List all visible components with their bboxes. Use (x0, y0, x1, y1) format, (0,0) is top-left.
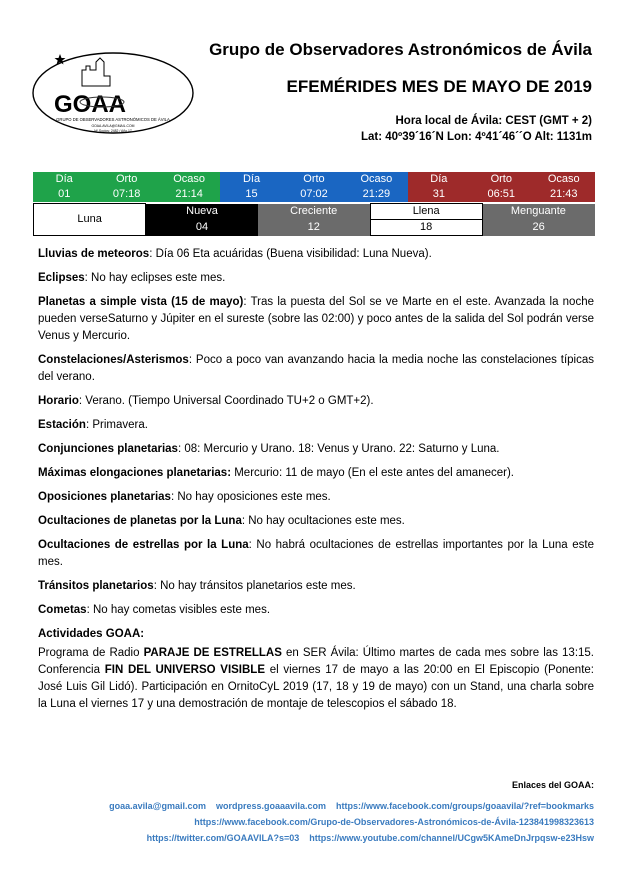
section-text: : No hay tránsitos planetarios este mes. (153, 580, 356, 592)
section-elongaciones (38, 465, 594, 482)
moon-phase-day: 26 (482, 220, 594, 236)
section-text: : Día 06 Eta acuáridas (Buena visibilidad: Luna Nueva). (149, 248, 432, 260)
value-cell: 01 (33, 187, 95, 202)
section-planetas (38, 294, 594, 345)
section-label: Horario (38, 395, 79, 407)
table-row (33, 187, 595, 202)
header-cell: Orto (283, 172, 345, 187)
section-label: Cometas (38, 604, 87, 616)
section-text: : No hay eclipses este mes. (84, 272, 226, 284)
table-row (33, 172, 595, 187)
section-label: Máximas elongaciones planetarias: (38, 467, 232, 479)
section-label: Ocultaciones de estrellas por la Luna (38, 539, 249, 551)
wordpress-link[interactable]: wordpress.goaaavila.com (215, 801, 327, 811)
logo-text: GOAA (54, 91, 126, 118)
section-label: Actividades GOAA: (38, 628, 145, 640)
moon-phase-name: Creciente (258, 204, 370, 220)
twitter-link[interactable]: https://twitter.com/GOAAVILA?s=03 (146, 833, 300, 843)
facebook-page-link[interactable]: https://www.facebook.com/Grupo-de-Observadores-Astronómicos-de-Ávila-123841998323613 (194, 817, 594, 827)
header-cell: Ocaso (158, 172, 220, 187)
section-text: Programa de Radio (38, 647, 144, 659)
local-time: Hora local de Ávila: CEST (GMT + 2) (395, 115, 592, 127)
sun-times-table (33, 172, 595, 202)
header-cell: Orto (95, 172, 157, 187)
ephemerides-body (38, 246, 594, 720)
section-cometas (38, 602, 594, 619)
section-estacion (38, 417, 594, 434)
section-conjunciones (38, 441, 594, 458)
header-cell: Ocaso (345, 172, 407, 187)
section-text: el viernes 17 de mayo a las 20:00 en El Episcopio (Ponente: José Luis Gil Lidó). Participación en OrnitoCyL 2019 (17, 18 y 19 de mayo) con un Stand, una charla sobre la Luna el viernes 17 y una demostración de montaje de telescopios el sábado 18. (38, 664, 594, 710)
facebook-group-link[interactable]: https://www.facebook.com/groups/goaavila/?ref=bookmarks (336, 801, 594, 811)
section-text: : Verano. (Tiempo Universal Coordinado TU+2 o GMT+2). (78, 395, 374, 407)
section-eclipses (38, 270, 594, 287)
header (209, 40, 592, 143)
value-cell: 06:51 (470, 187, 532, 202)
email-link[interactable]: goaa.avila@gmail.com (109, 801, 206, 811)
header-cell: Orto (470, 172, 532, 187)
moon-label: Luna (34, 204, 146, 236)
conference-name: FIN DEL UNIVERSO VISIBLE (104, 664, 266, 676)
section-label: Planetas a simple vista (15 de mayo) (38, 296, 244, 308)
section-constelaciones (38, 352, 594, 386)
section-label: Lluvias de meteoros (38, 248, 150, 260)
logo-socios: Nº Socios: 2482 / Año 17 (94, 129, 132, 133)
section-text: : Poco a poco van avanzando hacia la media noche las constelaciones típicas del verano. (38, 354, 594, 383)
links-title: Enlaces del GOAA: (511, 780, 594, 790)
header-cell: Día (33, 172, 95, 187)
value-cell: 21:29 (345, 187, 407, 202)
section-text: : No hay oposiciones este mes. (170, 491, 331, 503)
moon-phase-day: 12 (258, 220, 370, 236)
section-text: : No hay ocultaciones este mes. (241, 515, 405, 527)
header-cell: Día (408, 172, 470, 187)
moon-phase-name: Llena (370, 204, 482, 220)
value-cell: 21:14 (158, 187, 220, 202)
value-cell: 31 (408, 187, 470, 202)
doc-title: EFEMÉRIDES MES DE MAYO DE 2019 (286, 77, 592, 96)
coordinates: Lat: 40º39´16´N Lon: 4º41´46´´O Alt: 1131m (360, 131, 592, 143)
section-text: : 08: Mercurio y Urano. 18: Venus y Urano. 22: Saturno y Luna. (177, 443, 500, 455)
section-text: en SER Ávila: Último martes de cada mes sobre las 13:15. Conferencia (38, 647, 595, 676)
section-text: : No hay cometas visibles este mes. (86, 604, 271, 616)
radio-program-name: PARAJE DE ESTRELLAS (143, 647, 282, 659)
section-label: Constelaciones/Asterismos (38, 354, 189, 366)
section-transitos (38, 578, 594, 595)
section-label: Oposiciones planetarias (38, 491, 171, 503)
header-cell: Ocaso (533, 172, 596, 187)
moon-phase-name: Nueva (146, 204, 258, 220)
links-block (99, 798, 594, 846)
logo-email: GOAA.AVILA@GMAIL.COM (91, 124, 135, 128)
section-label: Conjunciones planetarias (38, 443, 178, 455)
section-ocultaciones-estrellas (38, 537, 594, 571)
moon-phase-day: 18 (370, 220, 482, 236)
moon-phases-table (33, 203, 595, 236)
section-text: : Primavera. (85, 419, 148, 431)
section-label: Ocultaciones de planetas por la Luna (38, 515, 242, 527)
header-cell: Día (220, 172, 282, 187)
youtube-link[interactable]: https://www.youtube.com/channel/UCgw5KAmeDnJrpqsw-e23Hsw (309, 833, 594, 843)
section-horario (38, 393, 594, 410)
value-cell: 07:18 (95, 187, 157, 202)
value-cell: 07:02 (283, 187, 345, 202)
section-actividades (38, 645, 594, 713)
section-oposiciones (38, 489, 594, 506)
value-cell: 21:43 (533, 187, 596, 202)
section-ocultaciones-planetas (38, 513, 594, 530)
org-title: Grupo de Observadores Astronómicos de Ávila (209, 40, 592, 59)
goaa-logo (30, 48, 196, 136)
section-meteoros (38, 246, 594, 263)
table-row (34, 204, 595, 220)
value-cell: 15 (220, 187, 282, 202)
section-label: Tránsitos planetarios (38, 580, 154, 592)
moon-phase-name: Menguante (482, 204, 594, 220)
section-text: Mercurio: 11 de mayo (En el este antes del amanecer). (231, 467, 514, 479)
section-actividades-title (38, 626, 594, 643)
section-text: : Tras la puesta del Sol se ve Marte en el este. Avanzada la noche pueden verseSaturno y Júpiter en el sureste (sobre las 02:00) y poco antes de la salida del Sol podrán verse Venus y Mercurio. (38, 296, 594, 342)
section-text: : No habrá ocultaciones de estrellas importantes por la Luna este mes. (38, 539, 594, 568)
moon-phase-day: 04 (146, 220, 258, 236)
section-label: Eclipses (38, 272, 85, 284)
logo-subtitle: GRUPO DE OBSERVADORES ASTRONÓMICOS DE ÁVILA (56, 117, 170, 122)
section-label: Estación (38, 419, 86, 431)
